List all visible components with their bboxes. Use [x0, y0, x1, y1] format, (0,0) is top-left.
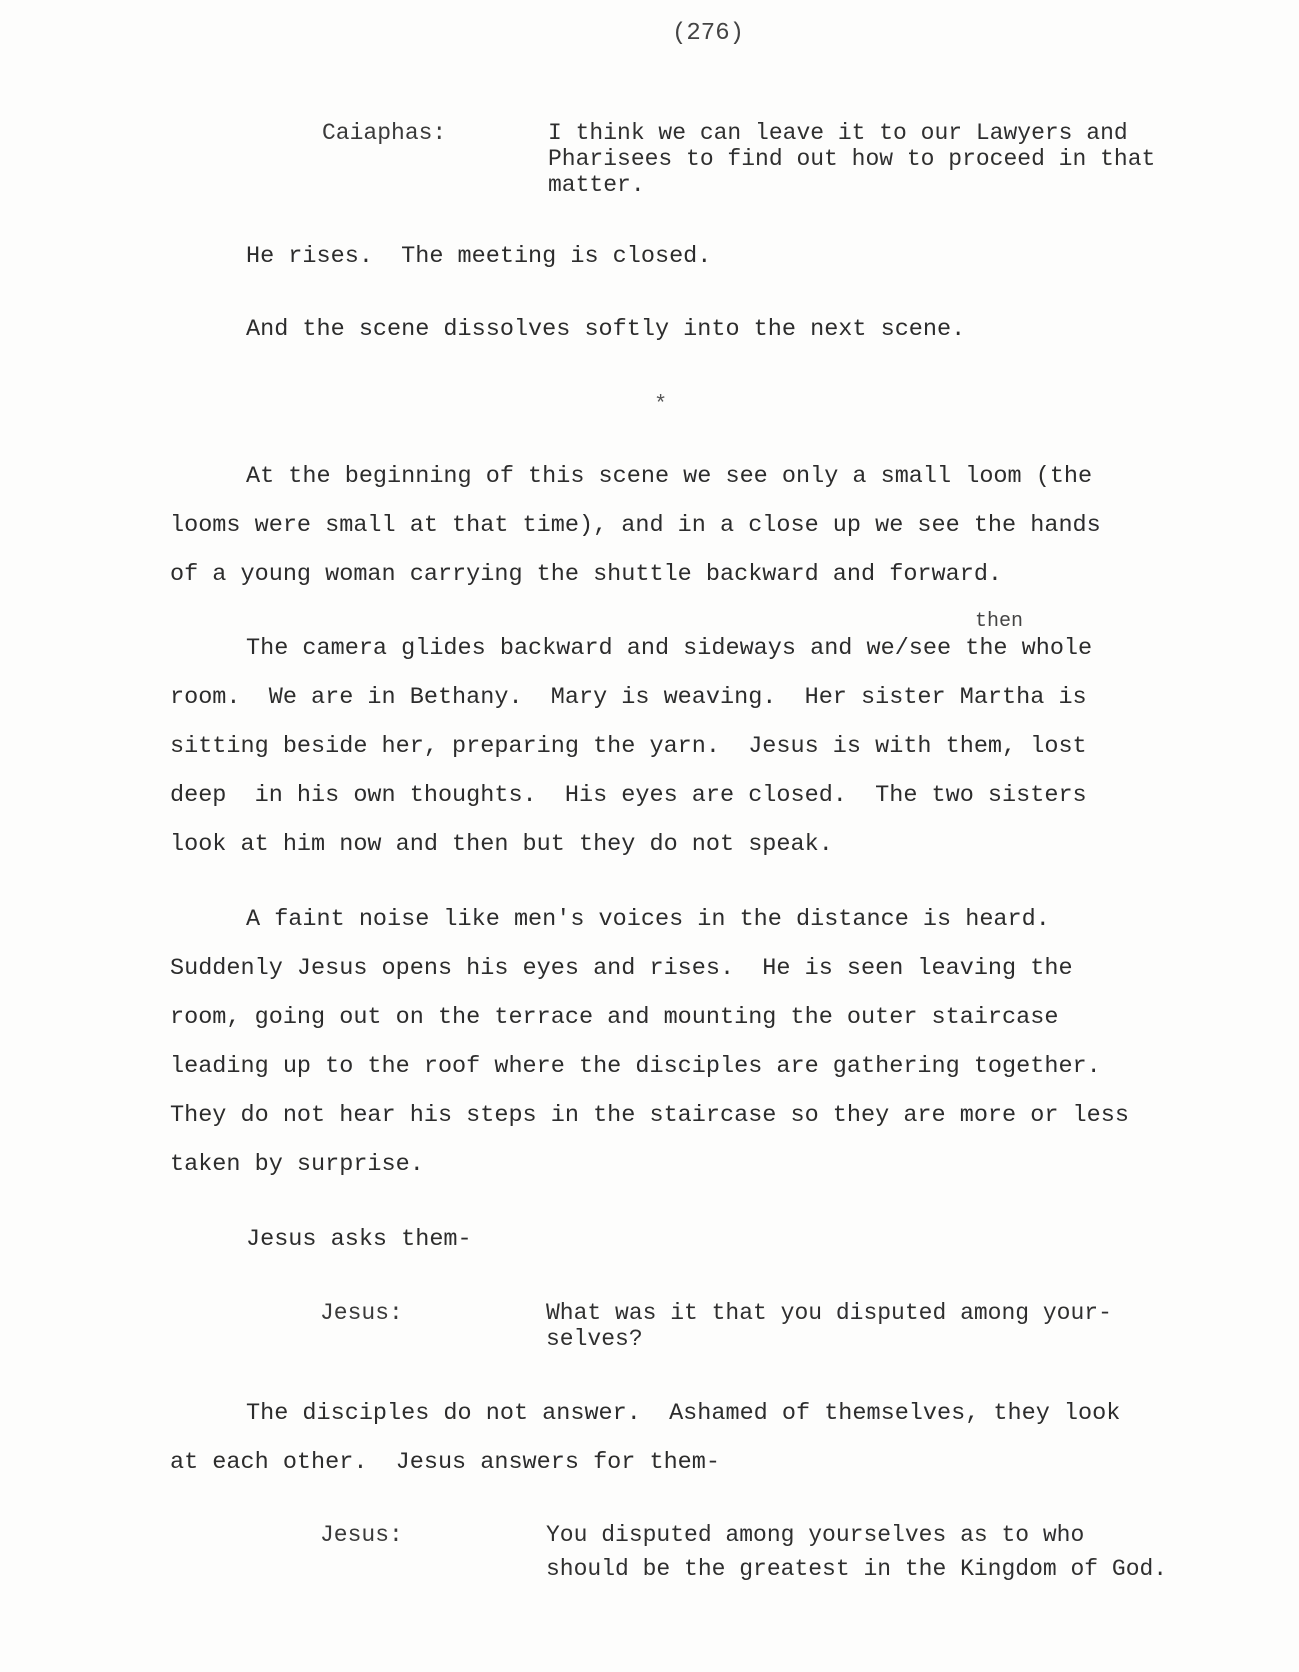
- speaker-caiaphas: Caiaphas:: [322, 120, 447, 146]
- paragraph-line: at each other. Jesus answers for them-: [170, 1449, 720, 1476]
- dialogue-line: should be the greatest in the Kingdom of God.: [546, 1556, 1168, 1582]
- paragraph-line: taken by surprise.: [170, 1151, 424, 1178]
- paragraph-line: looms were small at that time), and in a close up we see the hands: [170, 512, 1101, 539]
- stage-direction: And the scene dissolves softly into the next scene.: [246, 316, 966, 343]
- paragraph-line: Suddenly Jesus opens his eyes and rises. He is seen leaving the: [170, 955, 1073, 982]
- paragraph-line: room, going out on the terrace and mounting the outer staircase: [170, 1004, 1059, 1031]
- stage-direction: He rises. The meeting is closed.: [246, 243, 712, 270]
- paragraph-line: The camera glides backward and sideways and we/see the whole: [246, 635, 1093, 662]
- paragraph-line: They do not hear his steps in the staircase so they are more or less: [170, 1102, 1129, 1129]
- scene-separator: *: [654, 392, 668, 417]
- paragraph-line: room. We are in Bethany. Mary is weaving. Her sister Martha is: [170, 684, 1087, 711]
- dialogue-line: What was it that you disputed among your-: [546, 1300, 1112, 1326]
- paragraph-line: The disciples do not answer. Ashamed of themselves, they look: [246, 1400, 1121, 1427]
- inserted-word: then: [975, 610, 1024, 633]
- page-number: (276): [672, 20, 745, 47]
- paragraph-line: sitting beside her, preparing the yarn. Jesus is with them, lost: [170, 733, 1087, 760]
- stage-direction: Jesus asks them-: [246, 1226, 472, 1253]
- paragraph-line: of a young woman carrying the shuttle backward and forward.: [170, 561, 1003, 588]
- paragraph-line: At the beginning of this scene we see only a small loom (the: [246, 463, 1093, 490]
- paragraph-line: A faint noise like men's voices in the distance is heard.: [246, 906, 1050, 933]
- speaker-jesus: Jesus:: [320, 1300, 403, 1326]
- paragraph-line: leading up to the roof where the disciples are gathering together.: [170, 1053, 1101, 1080]
- speaker-jesus: Jesus:: [320, 1522, 403, 1548]
- paragraph-line: deep in his own thoughts. His eyes are closed. The two sisters: [170, 782, 1087, 809]
- dialogue-line: I think we can leave it to our Lawyers and: [548, 120, 1128, 146]
- paragraph-line: look at him now and then but they do not speak.: [170, 831, 833, 858]
- dialogue-line: matter.: [548, 172, 645, 198]
- dialogue-line: You disputed among yourselves as to who: [546, 1522, 1085, 1548]
- dialogue-line: selves?: [546, 1326, 643, 1352]
- dialogue-line: Pharisees to find out how to proceed in that: [548, 146, 1156, 172]
